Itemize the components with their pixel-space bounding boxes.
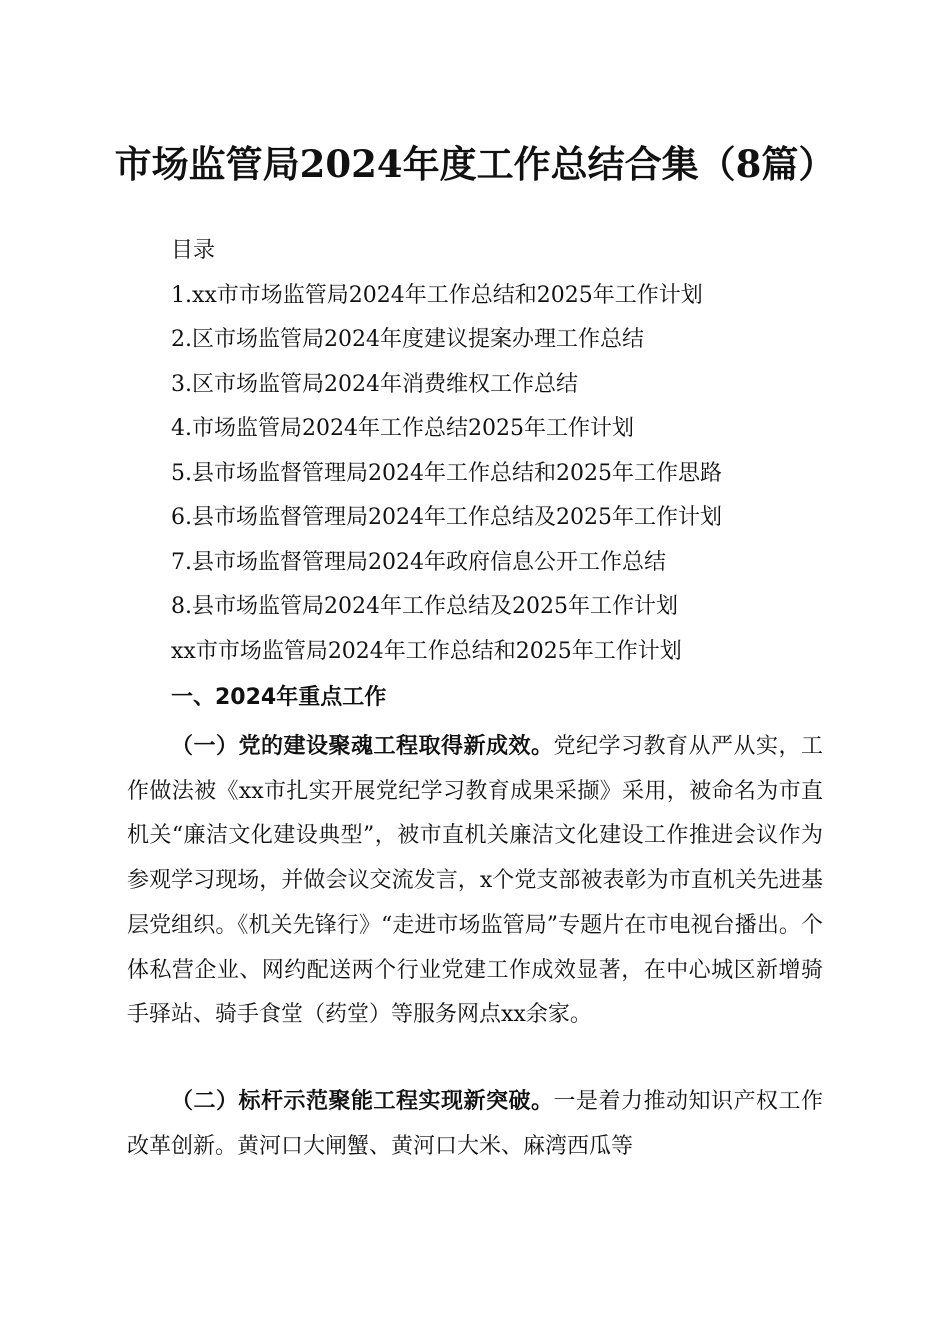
paragraph-lead: （二）标杆示范聚能工程实现新突破。 [171, 1088, 554, 1114]
toc-item: 7.县市场监督管理局2024年政府信息公开工作总结 [171, 549, 666, 575]
toc-item: 3.区市场监管局2024年消费维权工作总结 [171, 371, 578, 397]
body-paragraph [127, 1079, 823, 1169]
document-title: 市场监管局2024年度工作总结合集（8篇） [114, 142, 836, 186]
toc-item: 8.县市场监管局2024年工作总结及2025年工作计划 [171, 594, 678, 619]
body-paragraph [127, 724, 823, 1038]
paragraph-lead: （一）党的建设聚魂工程取得新成效。 [171, 733, 554, 759]
paragraph-body: 一是着力推动知识产权工作改革创新。黄河口大闸蟹、黄河口大米、麻湾西瓜等 [127, 1089, 823, 1159]
paragraph-body: 党纪学习教育从严从实，工作做法被《xx市扎实开展党纪学习教育成果采撷》采用，被命名为市直机关“廉洁文化建设典型”，被市直机关廉洁文化建设工作推进会议作为参观学习现场，并做会议交流发言，x个党支部被表彰为市直机关先进基层党组织。《机关先锋行》“走进市场监管局”专题片在市电视台播出。个体私营企业、网约配送两个行业党建工作成效显著，在中心城区新增骑手驿站、骑手食堂（药堂）等服务网点xx余家。 [127, 734, 823, 1028]
section-heading: 一、2024年重点工作 [171, 685, 387, 710]
toc-item: 6.县市场监督管理局2024年工作总结及2025年工作计划 [171, 505, 722, 530]
toc-item: 4.市场监管局2024年工作总结2025年工作计划 [171, 416, 634, 441]
table-of-contents [171, 229, 871, 630]
toc-item: 1.xx市市场监管局2024年工作总结和2025年工作计划 [171, 282, 703, 308]
toc-item: 2.区市场监管局2024年度建议提案办理工作总结 [171, 327, 644, 352]
article-title: xx市市场监管局2024年工作总结和2025年工作计划 [171, 639, 682, 664]
toc-heading: 目录 [171, 238, 216, 263]
toc-item: 5.县市场监督管理局2024年工作总结和2025年工作思路 [171, 460, 722, 486]
